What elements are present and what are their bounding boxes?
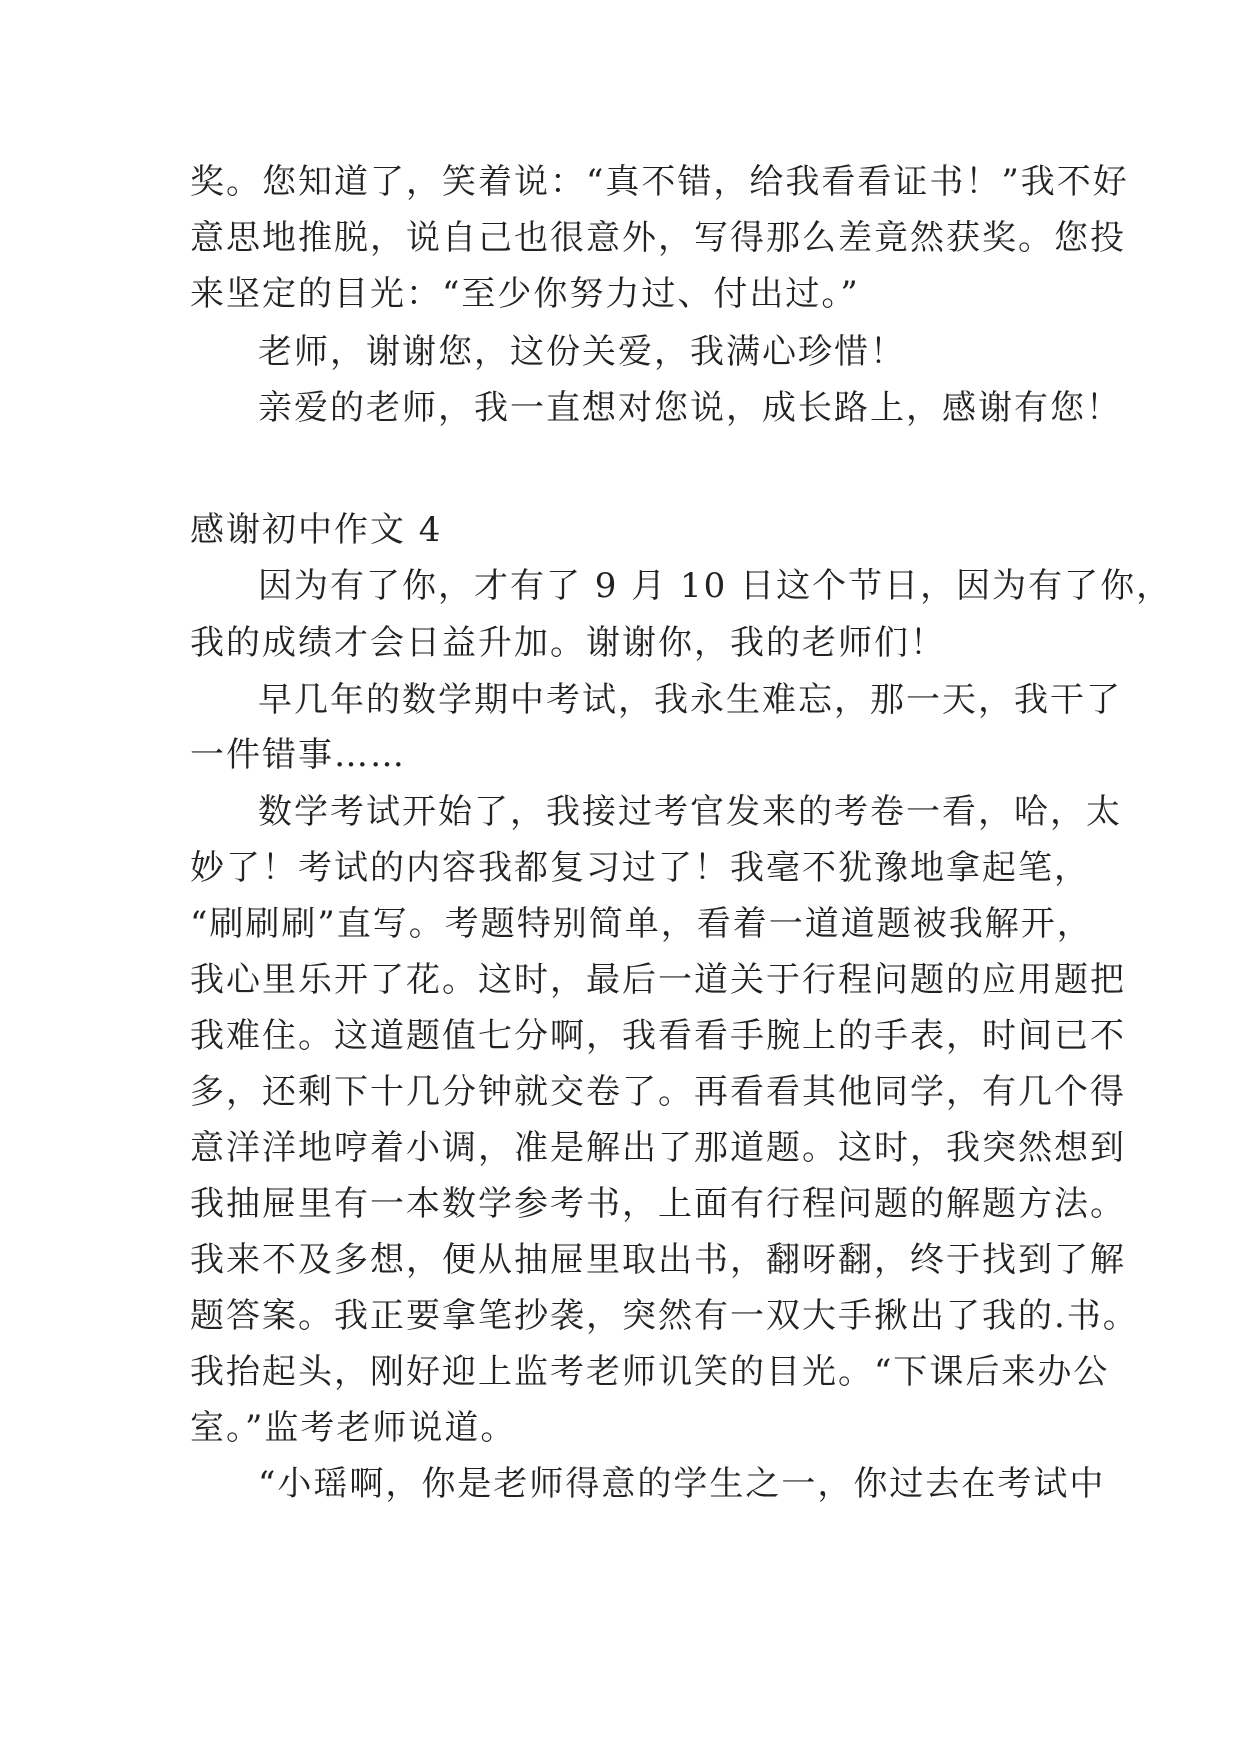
text-line: 来坚定的目光：“至少你努力过、付出过。” bbox=[190, 274, 860, 314]
text-line: 我的成绩才会日益升加。谢谢你，我的老师们！ bbox=[190, 623, 946, 663]
text-line: 早几年的数学期中考试，我永生难忘，那一天，我干了 bbox=[258, 680, 1122, 720]
text-line: 数学考试开始了，我接过考官发来的考卷一看，哈，太 bbox=[258, 792, 1122, 832]
text-line: 因为有了你，才有了 9 月 10 日这个节日，因为有了你， bbox=[258, 566, 1173, 606]
section-heading: 感谢初中作文 4 bbox=[190, 510, 443, 550]
text-line: 老师，谢谢您，这份关爱，我满心珍惜！ bbox=[258, 332, 906, 372]
text-line: 我心里乐开了花。这时，最后一道关于行程问题的应用题把 bbox=[190, 960, 1126, 1000]
text-line: 亲爱的老师，我一直想对您说，成长路上，感谢有您！ bbox=[258, 388, 1122, 428]
text-line: 我来不及多想，便从抽屉里取出书，翻呀翻，终于找到了解 bbox=[190, 1240, 1126, 1280]
text-line: 我抬起头，刚好迎上监考老师讥笑的目光。“下课后来办公 bbox=[190, 1352, 1110, 1392]
text-line: 妙了！考试的内容我都复习过了！我毫不犹豫地拿起笔， bbox=[190, 848, 1090, 888]
text-line: 我难住。这道题值七分啊，我看看手腕上的手表，时间已不 bbox=[190, 1016, 1126, 1056]
text-line: “刷刷刷”直写。考题特别简单，看着一道道题被我解开， bbox=[190, 904, 1093, 944]
text-line: 奖。您知道了，笑着说：“真不错，给我看看证书！”我不好 bbox=[190, 162, 1129, 202]
text-line: 意洋洋地哼着小调，准是解出了那道题。这时，我突然想到 bbox=[190, 1128, 1126, 1168]
text-line: 题答案。我正要拿笔抄袭，突然有一双大手揪出了我的.书。 bbox=[190, 1296, 1139, 1336]
text-line: 多，还剩下十几分钟就交卷了。再看看其他同学，有几个得 bbox=[190, 1072, 1126, 1112]
text-line: 意思地推脱，说自己也很意外，写得那么差竟然获奖。您投 bbox=[190, 218, 1126, 258]
text-line: 室。”监考老师说道。 bbox=[190, 1408, 517, 1448]
text-line: “小瑶啊，你是老师得意的学生之一，你过去在考试中 bbox=[258, 1464, 1106, 1504]
text-line: 一件错事…… bbox=[190, 735, 406, 775]
text-line: 我抽屉里有一本数学参考书，上面有行程问题的解题方法。 bbox=[190, 1184, 1126, 1224]
